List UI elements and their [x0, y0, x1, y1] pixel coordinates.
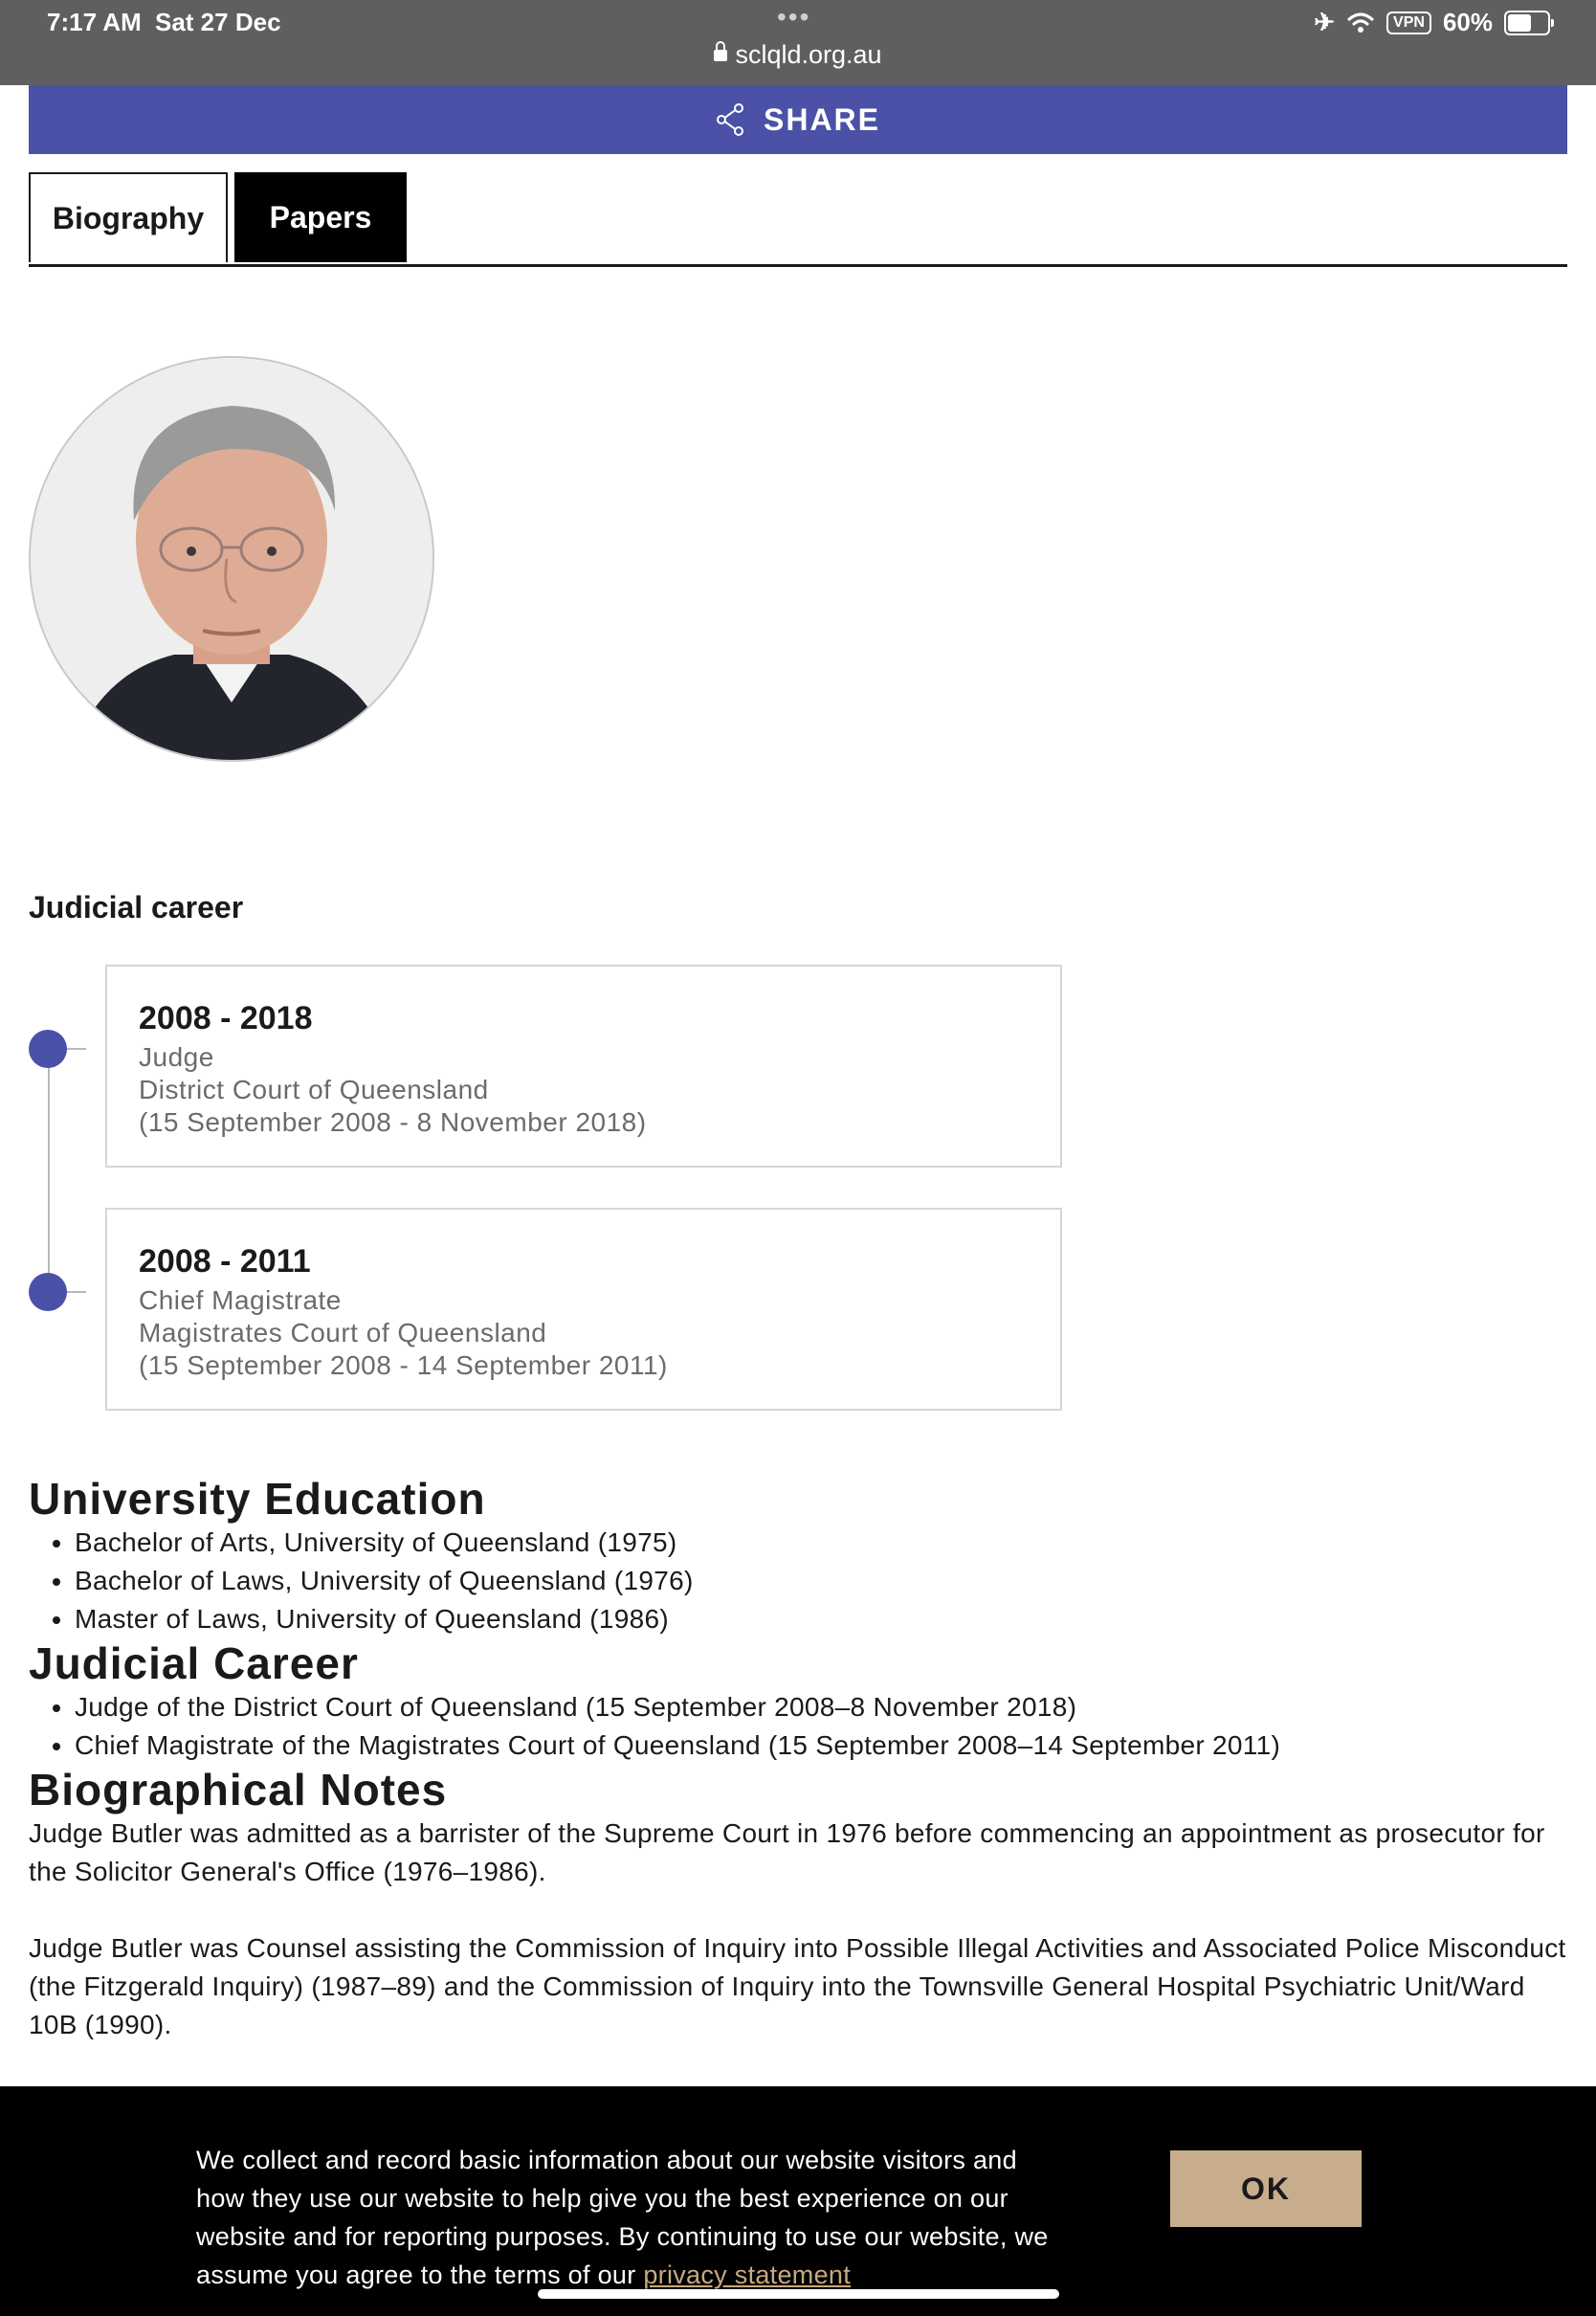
- status-icons: [1314, 8, 1550, 37]
- privacy-statement-link[interactable]: privacy statement: [643, 2260, 852, 2289]
- notes-paragraph: Judge Butler was admitted as a barrister of the Supreme Court in 1976 before commencing an appointment as prosecutor for the Solicitor General's Office (1976–1986).: [29, 1818, 1545, 1886]
- biography-article: [29, 1474, 1567, 2121]
- cookie-banner: [0, 2086, 1596, 2316]
- education-heading: University Education: [29, 1474, 486, 1524]
- notes-paragraph: Judge Butler was Counsel assisting the Commission of Inquiry into Possible Illegal Activities and Associated Police Misconduct (the Fitzgerald Inquiry) (1987–89) and the Commission of Inquiry into the Townsville General Hospital Psychiatric Unit/Ward 10B (1990).: [29, 1933, 1566, 2039]
- share-icon: [716, 102, 746, 137]
- timeline-dates: (15 September 2008 - 14 September 2011): [139, 1350, 668, 1380]
- airplane-mode-icon: ✈: [1314, 8, 1336, 36]
- multitasking-dots-icon[interactable]: •••: [777, 2, 811, 32]
- tab-papers[interactable]: Papers: [234, 172, 407, 262]
- address-bar[interactable]: [0, 40, 1596, 70]
- url-text: sclqld.org.au: [735, 40, 882, 69]
- status-time: 7:17 AM: [47, 8, 142, 36]
- career-heading: Judicial Career: [29, 1638, 359, 1688]
- lock-icon: [714, 50, 727, 61]
- notes-heading: Biographical Notes: [29, 1765, 448, 1815]
- timeline-court: District Court of Queensland: [139, 1075, 489, 1104]
- cookie-ok-button[interactable]: OK: [1170, 2150, 1362, 2227]
- list-item: • Master of Laws, University of Queensland (1986): [75, 1600, 1567, 1638]
- timeline-dot: [29, 1273, 67, 1311]
- timeline-connector: [48, 1049, 50, 1292]
- timeline-dates: (15 September 2008 - 8 November 2018): [139, 1107, 647, 1137]
- list-item: • Judge of the District Court of Queensland (15 September 2008–8 November 2018): [75, 1688, 1567, 1726]
- timeline-years: 2008 - 2018: [139, 1000, 313, 1036]
- tab-bar: [29, 172, 1567, 267]
- list-item: • Chief Magistrate of the Magistrates Court of Queensland (15 September 2008–14 September 2011): [75, 1726, 1567, 1765]
- battery-percent: 60%: [1442, 8, 1493, 36]
- timeline-court: Magistrates Court of Queensland: [139, 1318, 547, 1347]
- timeline-role: Chief Magistrate: [139, 1285, 342, 1315]
- list-item: • Bachelor of Arts, University of Queensland (1975): [75, 1524, 1567, 1562]
- portrait-image: [31, 358, 432, 760]
- judge-portrait: [29, 356, 434, 762]
- timeline-card: [105, 965, 1062, 1168]
- list-item: • Bachelor of Laws, University of Queensland (1976): [75, 1562, 1567, 1600]
- home-indicator[interactable]: [538, 2289, 1059, 2299]
- status-bar: [0, 0, 1596, 85]
- wifi-icon: [1346, 12, 1375, 33]
- battery-icon: [1504, 11, 1550, 35]
- share-label: SHARE: [763, 101, 880, 137]
- tab-biography[interactable]: Biography: [29, 172, 228, 262]
- share-button[interactable]: [29, 85, 1567, 154]
- cookie-text: We collect and record basic information about our website visitors and how they use our website to help give you the best experience on our website and for reporting purposes. By continuing to use our website, we assume you agree to the terms of our: [196, 2146, 1049, 2289]
- timeline-card: [105, 1208, 1062, 1411]
- education-list: [29, 1524, 1567, 1638]
- cookie-message: [196, 2141, 1057, 2294]
- vpn-badge: VPN: [1386, 11, 1431, 34]
- timeline-years: 2008 - 2011: [139, 1243, 311, 1280]
- judicial-career-label: Judicial career: [29, 890, 244, 924]
- status-date: Sat 27 Dec: [155, 8, 281, 36]
- timeline-dot: [29, 1030, 67, 1068]
- career-list: [29, 1688, 1567, 1765]
- timeline-role: Judge: [139, 1042, 214, 1072]
